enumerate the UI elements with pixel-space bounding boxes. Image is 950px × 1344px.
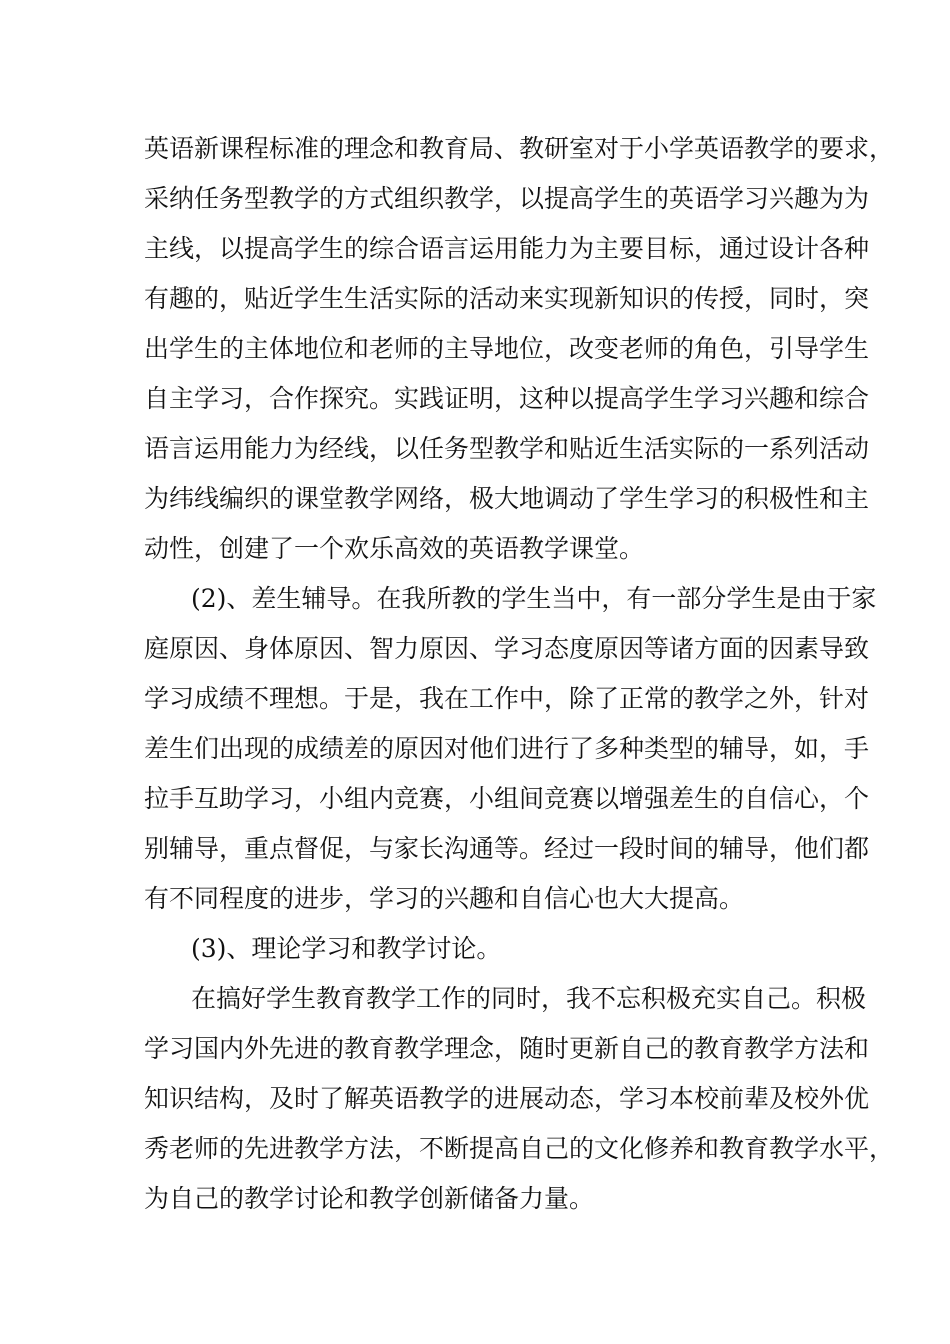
- paragraph-line: 学习国内外先进的教育教学理念，随时更新自己的教育教学方法和: [144, 1034, 870, 1063]
- paragraph-line: 学习成绩不理想。于是，我在工作中，除了正常的教学之外，针对: [144, 684, 870, 713]
- paragraph-line: 主线，以提高学生的综合语言运用能力为主要目标，通过设计各种: [144, 234, 870, 263]
- paragraph-line: 语言运用能力为经线，以任务型教学和贴近生活实际的一系列活动: [144, 434, 870, 463]
- paragraph-line: 庭原因、身体原因、智力原因、学习态度原因等诸方面的因素导致: [144, 634, 870, 663]
- paragraph-line: 别辅导，重点督促，与家长沟通等。经过一段时间的辅导，他们都: [144, 834, 870, 863]
- paragraph-line: 秀老师的先进教学方法，不断提高自己的文化修养和教育教学水平，: [144, 1134, 895, 1163]
- paragraph-line: 为纬线编织的课堂教学网络，极大地调动了学生学习的积极性和主: [144, 484, 870, 513]
- paragraph-line: 有不同程度的进步，学习的兴趣和自信心也大大提高。: [144, 884, 745, 913]
- paragraph-line: 拉手互助学习，小组内竞赛，小组间竞赛以增强差生的自信心，个: [144, 784, 870, 813]
- paragraph-line: (2)、差生辅导。在我所教的学生当中，有一部分学生是由于家: [191, 584, 877, 613]
- paragraph-line: 有趣的，贴近学生生活实际的活动来实现新知识的传授，同时，突: [144, 284, 870, 313]
- paragraph-line: 出学生的主体地位和老师的主导地位，改变老师的角色，引导学生: [144, 334, 870, 363]
- section-heading: (3)、理论学习和教学讨论。: [191, 934, 502, 963]
- paragraph-line: 为自己的教学讨论和教学创新储备力量。: [144, 1184, 595, 1213]
- paragraph-line: 知识结构，及时了解英语教学的进展动态，学习本校前辈及校外优: [144, 1084, 870, 1113]
- paragraph-line: 在搞好学生教育教学工作的同时，我不忘积极充实自己。积极: [191, 984, 867, 1013]
- paragraph-line: 动性，创建了一个欢乐高效的英语教学课堂。: [144, 534, 645, 563]
- paragraph-line: 英语新课程标准的理念和教育局、教研室对于小学英语教学的要求，: [144, 134, 895, 163]
- paragraph-line: 自主学习，合作探究。实践证明，这种以提高学生学习兴趣和综合: [144, 384, 870, 413]
- paragraph-line: 采纳任务型教学的方式组织教学，以提高学生的英语学习兴趣为为: [144, 184, 870, 213]
- paragraph-line: 差生们出现的成绩差的原因对他们进行了多种类型的辅导，如，手: [144, 734, 870, 763]
